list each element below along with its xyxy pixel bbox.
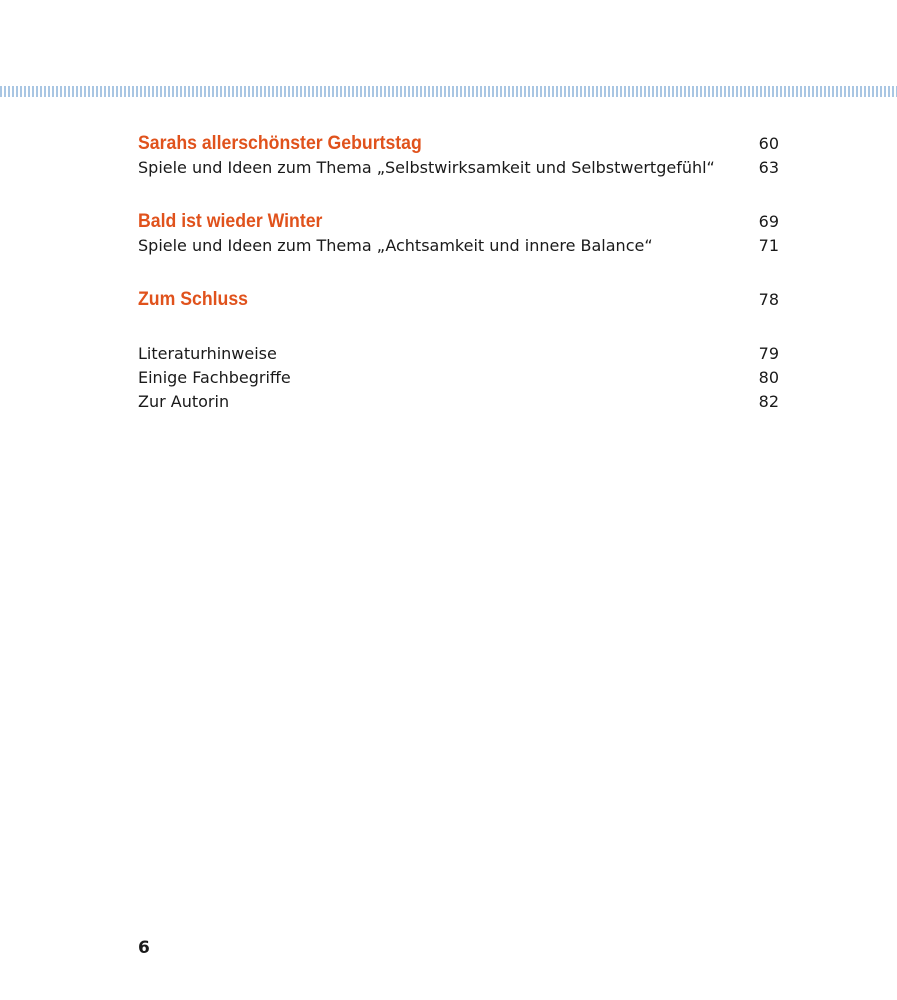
spacer [138,258,779,288]
appendix-page-number: 79 [758,344,779,363]
toc-appendix-row[interactable] [138,390,779,414]
chapter-title: Bald ist wieder Winter [138,211,323,232]
appendix-page-number: 82 [758,392,779,411]
appendix-label: Literaturhinweise [138,344,277,363]
chapter-page-number: 78 [758,290,779,309]
appendix-label: Einige Fachbegriffe [138,368,291,387]
chapter-page-number: 69 [758,212,779,231]
chapter-title: Zum Schluss [138,289,248,310]
toc-chapter-row[interactable] [138,210,779,234]
spacer [138,312,779,342]
table-of-contents [138,132,779,414]
subentry-label: Spiele und Ideen zum Thema „Achtsamkeit und innere Balance“ [138,236,653,255]
toc-chapter-row[interactable] [138,132,779,156]
appendix-page-number: 80 [758,368,779,387]
appendix-label: Zur Autorin [138,392,230,411]
toc-appendix-row[interactable] [138,342,779,366]
subentry-page-number: 63 [758,158,779,177]
chapter-page-number: 60 [758,134,779,153]
toc-chapter-row[interactable] [138,288,779,312]
page-number: 6 [138,938,150,958]
chapter-title: Sarahs allerschönster Geburtstag [138,133,422,154]
subentry-label: Spiele und Ideen zum Thema „Selbstwirksamkeit und Selbstwertgefühl“ [138,158,715,177]
toc-appendix-row[interactable] [138,366,779,390]
spacer [138,180,779,210]
toc-subentry-row[interactable] [138,234,779,258]
toc-subentry-row[interactable] [138,156,779,180]
decorative-stripe [0,86,897,97]
subentry-page-number: 71 [758,236,779,255]
